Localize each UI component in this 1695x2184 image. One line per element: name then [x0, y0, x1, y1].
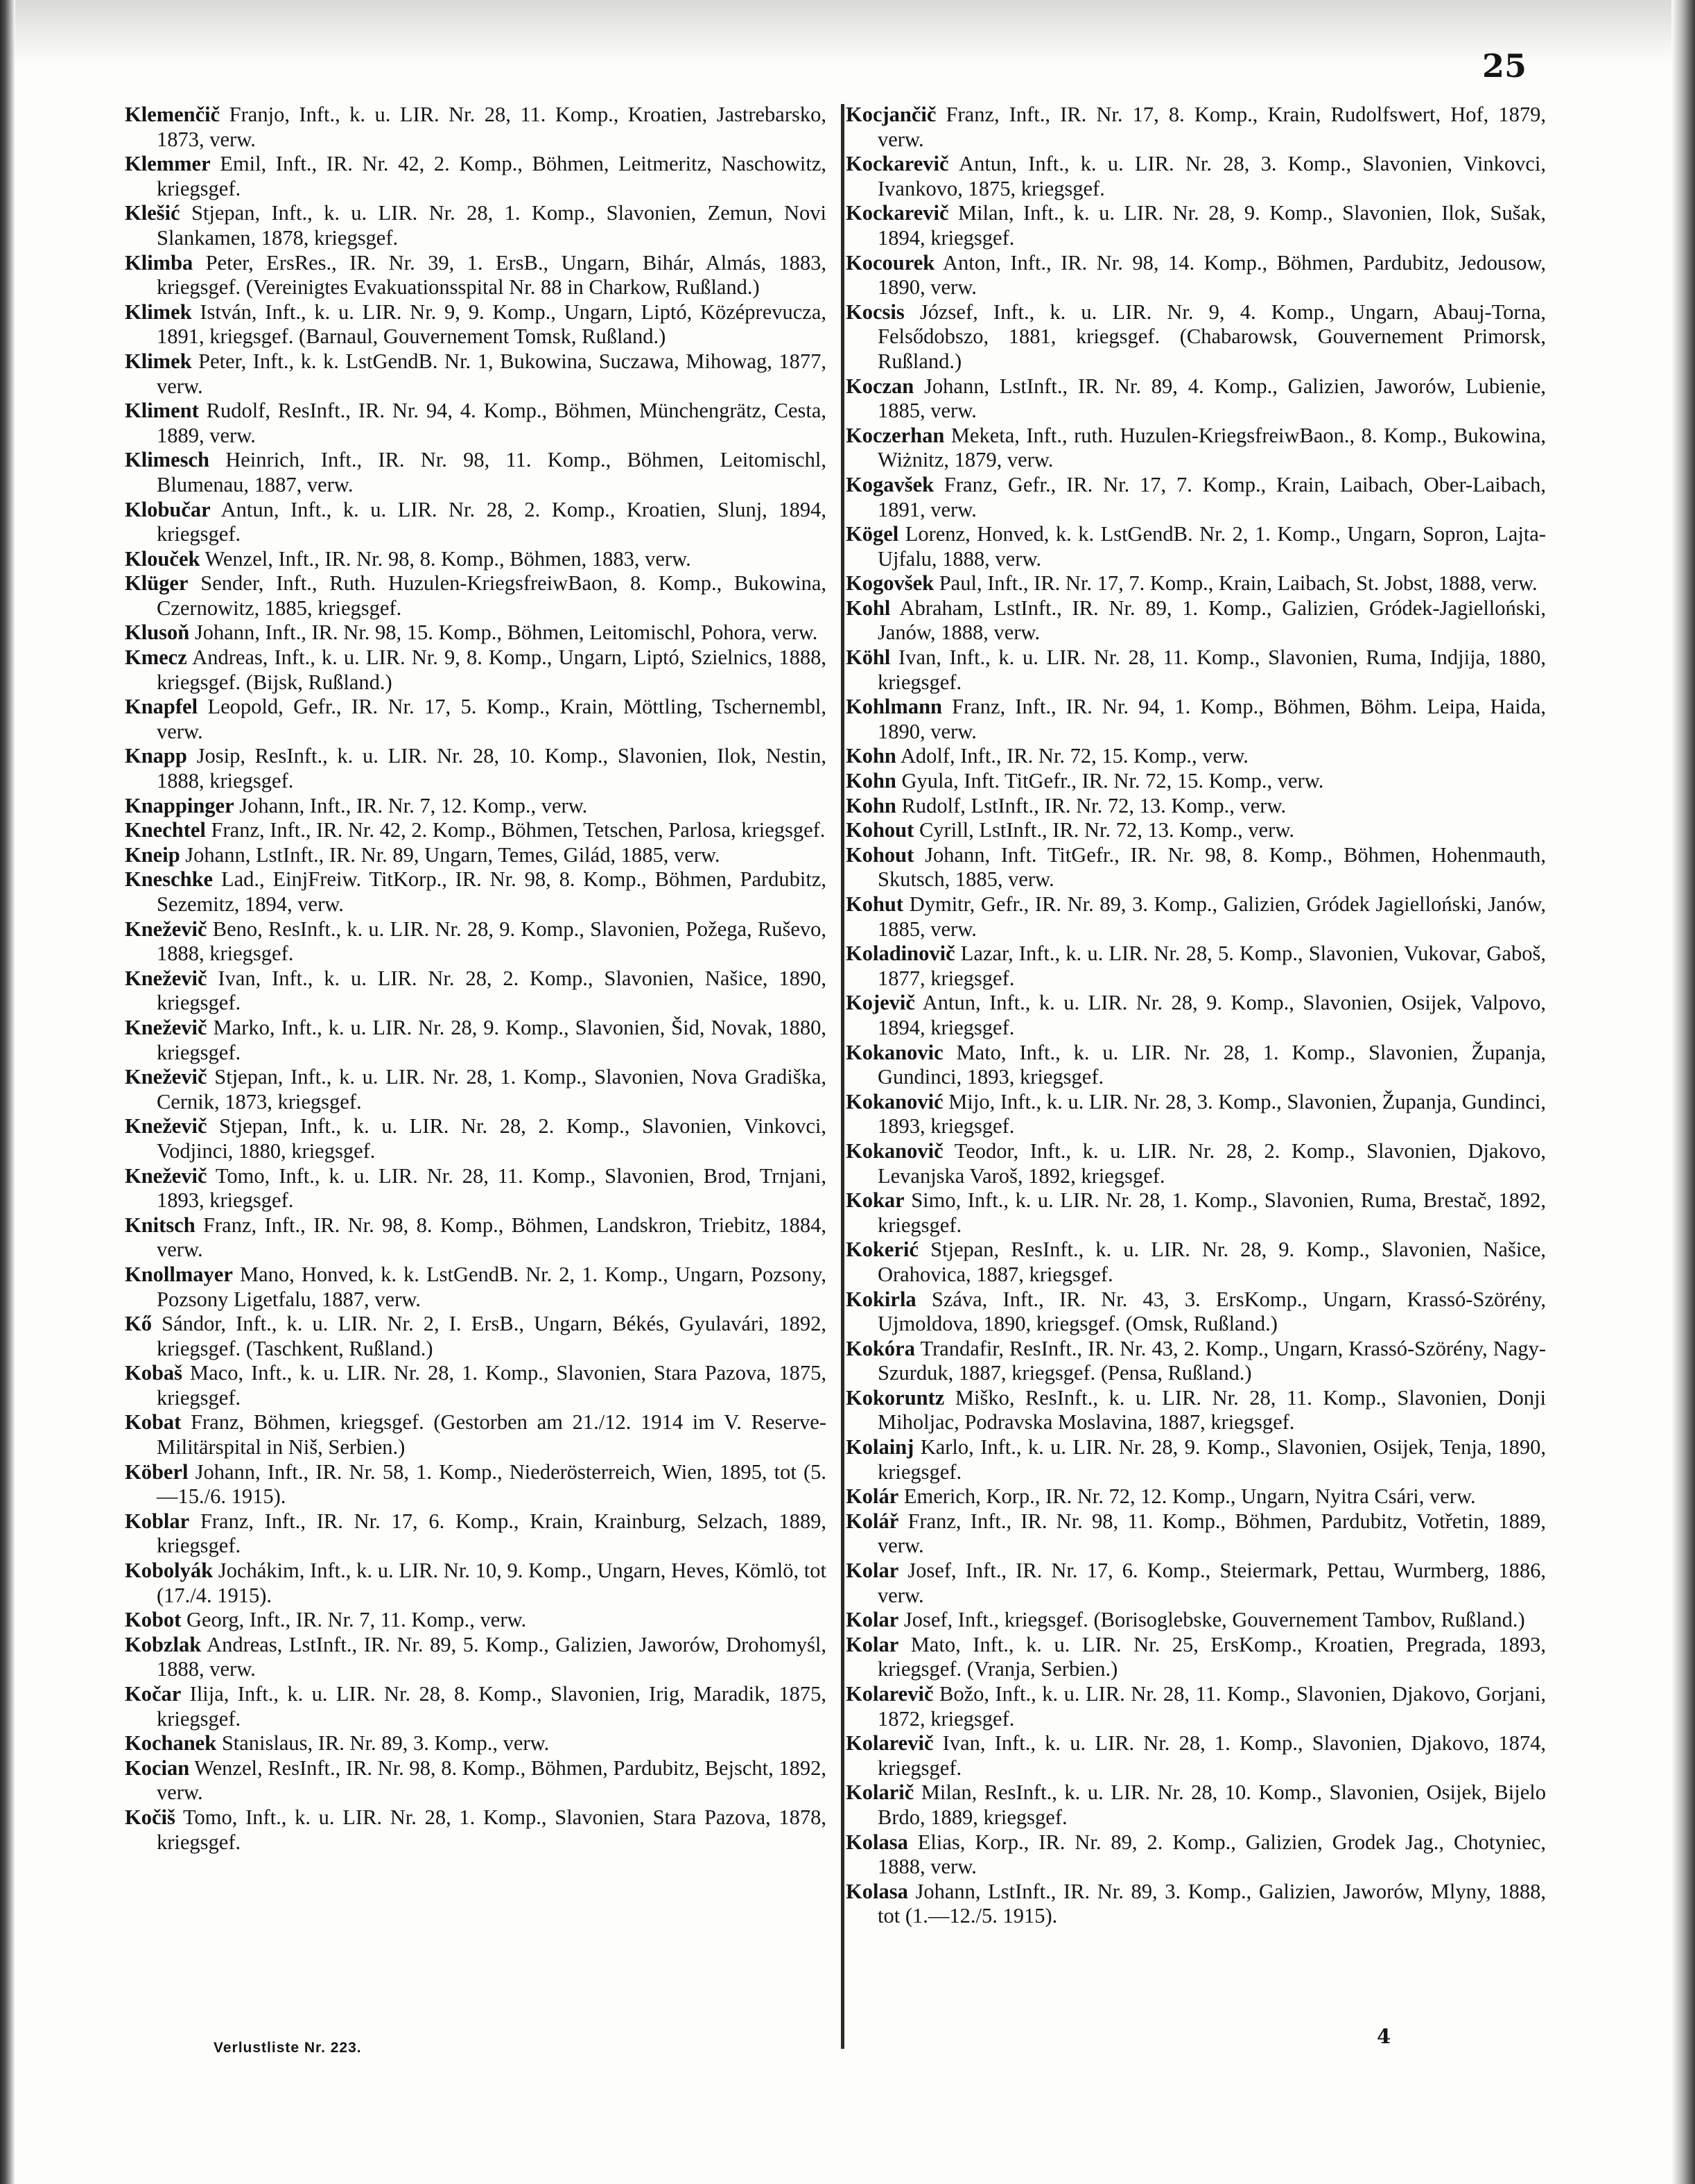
entry-surname: Klimesch — [125, 448, 209, 472]
entry-surname: Kolainj — [846, 1435, 914, 1459]
entry-details: Franz, Gefr., IR. Nr. 17, 7. Komp., Krain, Laibach, Ober-Laibach, 1891, verw. — [878, 472, 1546, 521]
entry-surname: Klüger — [125, 571, 189, 596]
entry-surname: Kokanovic — [846, 1040, 944, 1064]
entry-details: Antun, Inft., k. u. LIR. Nr. 28, 3. Komp., Slavonien, Vinkovci, Ivankovo, 1875, kriegsgef. — [878, 152, 1546, 200]
entry-surname: Kohout — [846, 842, 914, 867]
entry-surname: Klemenčič — [125, 103, 220, 126]
entry-details: Stjepan, Inft., k. u. LIR. Nr. 28, 1. Komp., Slavonien, Zemun, Novi Slankamen, 1878, kriegsgef. — [157, 201, 826, 250]
entry-surname: Kolarevič — [846, 1682, 934, 1706]
entry-details: Leopold, Gefr., IR. Nr. 17, 5. Komp., Krain, Möttling, Tschernembl, verw. — [157, 695, 826, 743]
list-entry — [125, 1608, 826, 1633]
entry-surname: Kocjančič — [846, 103, 937, 126]
list-entry — [846, 843, 1546, 892]
entry-surname: Kneip — [125, 842, 180, 867]
entry-surname: Kobot — [125, 1608, 182, 1632]
list-entry — [125, 1312, 826, 1361]
page-number: 25 — [1482, 47, 1527, 85]
list-entry — [846, 892, 1546, 942]
entry-details: Mijo, Inft., k. u. LIR. Nr. 28, 3. Komp., Slavonien, Županja, Gundinci, 1893, kriegsgef. — [878, 1089, 1546, 1138]
entry-surname: Kneževič — [125, 966, 207, 990]
entry-details: Wenzel, Inft., IR. Nr. 98, 8. Komp., Böhmen, 1883, verw. — [200, 546, 691, 571]
entry-details: Stanislaus, IR. Nr. 89, 3. Komp., verw. — [216, 1731, 550, 1756]
entry-surname: Koladinovič — [846, 942, 955, 966]
list-entry — [125, 399, 826, 448]
entry-surname: Kohlmann — [846, 695, 942, 719]
entry-details: Anton, Inft., IR. Nr. 98, 14. Komp., Böhmen, Pardubitz, Jedousow, 1890, verw. — [878, 250, 1546, 300]
entry-surname: Kolar — [846, 1632, 899, 1656]
entry-details: Johann, LstInft., IR. Nr. 89, Ungarn, Temes, Gilád, 1885, verw. — [180, 842, 720, 867]
entry-surname: Kolar — [846, 1608, 899, 1632]
list-entry — [846, 1880, 1546, 1929]
entry-surname: Kneževič — [125, 1114, 207, 1138]
entry-surname: Kokanovič — [846, 1138, 944, 1163]
list-entry — [125, 1410, 826, 1459]
list-entry — [846, 695, 1546, 744]
entry-details: Josef, Inft., IR. Nr. 17, 6. Komp., Steiermark, Pettau, Wurmberg, 1886, verw. — [878, 1559, 1546, 1607]
list-entry — [846, 300, 1546, 374]
entry-surname: Klobučar — [125, 497, 211, 521]
entry-surname: Kneževič — [125, 1015, 207, 1039]
entry-surname: Knollmayer — [125, 1262, 233, 1286]
entry-surname: Koczan — [846, 374, 914, 398]
entry-details: Heinrich, Inft., IR. Nr. 98, 11. Komp., Böhmen, Leitomischl, Blumenau, 1887, verw. — [157, 448, 826, 496]
list-entry — [125, 967, 826, 1016]
entry-surname: Kočiš — [125, 1805, 175, 1829]
list-entry — [846, 1682, 1546, 1731]
entry-details: Josip, ResInft., k. u. LIR. Nr. 28, 10. Komp., Slavonien, Ilok, Nestin, 1888, kriegsgef. — [157, 744, 826, 793]
entry-surname: Kolar — [846, 1559, 899, 1583]
scan-edge-left — [0, 0, 15, 2184]
entry-surname: Klusoň — [125, 621, 190, 645]
entry-details: Franz, Inft., IR. Nr. 98, 11. Komp., Böhmen, Pardubitz, Votřetin, 1889, verw. — [878, 1509, 1546, 1558]
entry-surname: Kokerić — [846, 1238, 919, 1262]
entry-details: Lad., EinjFreiw. TitKorp., IR. Nr. 98, 8. Komp., Böhmen, Pardubitz, Sezemitz, 1894, verw. — [157, 867, 826, 916]
entry-details: Teodor, Inft., k. u. LIR. Nr. 28, 2. Komp., Slavonien, Djakovo, Levanjska Varoš, 1892, kriegsgef. — [878, 1138, 1546, 1188]
entry-details: Franz, Inft., IR. Nr. 17, 6. Komp., Krain, Krainburg, Selzach, 1889, kriegsgef. — [157, 1509, 826, 1558]
list-entry — [846, 1041, 1546, 1090]
entry-details: József, Inft., k. u. LIR. Nr. 9, 4. Komp., Ungarn, Abauj-Torna, Felsődobszo, 1881, kriegsgef. (Chabarowsk, Gouvernement Primorsk, Rußland.) — [878, 300, 1546, 373]
entry-details: Karlo, Inft., k. u. LIR. Nr. 28, 9. Komp., Slavonien, Osijek, Tenja, 1890, kriegsgef. — [878, 1435, 1546, 1484]
entry-details: Andreas, LstInft., IR. Nr. 89, 5. Komp., Galizien, Jaworów, Drohomyśl, 1888, verw. — [157, 1632, 826, 1681]
entry-details: Johann, Inft. TitGefr., IR. Nr. 98, 8. Komp., Böhmen, Hohenmauth, Skutsch, 1885, verw. — [878, 842, 1546, 892]
entry-surname: Kocian — [125, 1756, 190, 1780]
list-entry — [846, 942, 1546, 991]
list-entry — [125, 818, 826, 843]
entry-surname: Kocourek — [846, 250, 935, 275]
entry-details: Tomo, Inft., k. u. LIR. Nr. 28, 11. Komp., Slavonien, Brod, Trnjani, 1893, kriegsgef. — [157, 1163, 826, 1213]
entry-details: Ivan, Inft., k. u. LIR. Nr. 28, 1. Komp., Slavonien, Djakovo, 1874, kriegsgef. — [878, 1731, 1546, 1780]
entry-surname: Klimek — [125, 300, 192, 324]
list-entry — [125, 1682, 826, 1731]
list-entry — [125, 695, 826, 744]
list-entry — [125, 300, 826, 349]
entry-details: Száva, Inft., IR. Nr. 43, 3. ErsKomp., Ungarn, Krassó-Szörény, Ujmoldova, 1890, kriegsgef. (Omsk, Rußland.) — [878, 1287, 1546, 1336]
entry-surname: Kobzlak — [125, 1632, 202, 1656]
entry-details: István, Inft., k. u. LIR. Nr. 9, 9. Komp., Ungarn, Liptó, Középrevucza, 1891, kriegsgef. (Barnaul, Gouvernement Tomsk, Rußland.) — [157, 300, 826, 349]
entry-surname: Koczerhan — [846, 423, 945, 447]
entry-details: Rudolf, ResInft., IR. Nr. 94, 4. Komp., Böhmen, Münchengrätz, Cesta, 1889, verw. — [157, 399, 826, 447]
list-entry — [125, 1263, 826, 1312]
entry-surname: Kolasa — [846, 1879, 908, 1903]
entry-surname: Kohl — [846, 596, 891, 620]
entry-details: Elias, Korp., IR. Nr. 89, 2. Komp., Galizien, Grodek Jag., Chotyniec, 1888, verw. — [878, 1830, 1546, 1879]
entry-surname: Kokoruntz — [846, 1385, 945, 1410]
entry-surname: Knapfel — [125, 695, 198, 719]
list-entry — [846, 794, 1546, 819]
column-divider — [841, 104, 844, 2049]
list-entry — [125, 1164, 826, 1213]
list-entry — [125, 1361, 826, 1410]
left-column — [125, 103, 826, 1855]
entry-details: Antun, Inft., k. u. LIR. Nr. 28, 9. Komp., Slavonien, Osijek, Valpovo, 1894, kriegsgef. — [878, 991, 1546, 1039]
list-entry — [846, 424, 1546, 473]
list-entry — [846, 522, 1546, 571]
list-entry — [125, 571, 826, 621]
entry-surname: Kő — [125, 1312, 152, 1336]
list-entry — [846, 1484, 1546, 1509]
entry-surname: Kögel — [846, 522, 899, 546]
entry-surname: Kolasa — [846, 1830, 908, 1854]
list-entry — [846, 1188, 1546, 1238]
list-entry — [846, 1238, 1546, 1287]
list-entry — [846, 1288, 1546, 1337]
list-entry — [125, 645, 826, 695]
list-entry — [846, 1337, 1546, 1386]
list-entry — [125, 1114, 826, 1163]
list-entry — [125, 1805, 826, 1855]
list-entry — [846, 1731, 1546, 1780]
list-entry — [125, 1559, 826, 1608]
entry-surname: Klemmer — [125, 152, 211, 176]
entry-surname: Kmecz — [125, 645, 187, 670]
list-entry — [846, 1559, 1546, 1608]
entry-details: Ilija, Inft., k. u. LIR. Nr. 28, 8. Komp., Slavonien, Irig, Maradik, 1875, kriegsgef. — [157, 1682, 826, 1731]
entry-surname: Kohn — [846, 744, 896, 768]
entry-surname: Knechtel — [125, 818, 206, 842]
entry-surname: Kojevič — [846, 991, 915, 1015]
list-entry — [125, 917, 826, 967]
list-entry — [125, 498, 826, 547]
list-entry — [125, 794, 826, 819]
list-entry — [125, 1213, 826, 1263]
entry-details: Božo, Inft., k. u. LIR. Nr. 28, 11. Komp., Slavonien, Djakovo, Gorjani, 1872, kriegsgef. — [878, 1682, 1546, 1731]
entry-details: Johann, Inft., IR. Nr. 7, 12. Komp., verw. — [234, 793, 588, 817]
entry-details: Abraham, LstInft., IR. Nr. 89, 1. Komp., Galizien, Gródek-Jagielloński, Janów, 1888, verw. — [878, 596, 1546, 645]
entry-details: Lazar, Inft., k. u. LIR. Nr. 28, 5. Komp., Slavonien, Vukovar, Gaboš, 1877, kriegsgef. — [878, 942, 1546, 990]
list-entry — [846, 991, 1546, 1040]
entry-details: Emil, Inft., IR. Nr. 42, 2. Komp., Böhmen, Leitmeritz, Naschowitz, kriegsgef. — [157, 152, 826, 200]
entry-details: Adolf, Inft., IR. Nr. 72, 15. Komp., verw. — [896, 744, 1249, 768]
entry-details: Josef, Inft., kriegsgef. (Borisoglebske, Gouvernement Tambov, Rußland.) — [898, 1608, 1525, 1632]
list-entry — [846, 1780, 1546, 1830]
entry-surname: Kokirla — [846, 1287, 916, 1311]
entry-surname: Kohn — [846, 769, 896, 793]
entry-surname: Kolář — [846, 1509, 899, 1533]
list-entry — [846, 744, 1546, 769]
entry-surname: Köhl — [846, 645, 891, 670]
entry-surname: Knitsch — [125, 1213, 195, 1237]
entry-details: Stjepan, Inft., k. u. LIR. Nr. 28, 2. Komp., Slavonien, Vinkovci, Vodjinci, 1880, kriegsgef. — [157, 1114, 826, 1163]
entry-surname: Knapp — [125, 744, 187, 768]
entry-details: Antun, Inft., k. u. LIR. Nr. 28, 2. Komp., Kroatien, Slunj, 1894, kriegsgef. — [157, 497, 826, 546]
list-entry — [846, 645, 1546, 695]
entry-surname: Klimba — [125, 250, 193, 275]
entry-details: Maco, Inft., k. u. LIR. Nr. 28, 1. Komp., Slavonien, Stara Pazova, 1875, kriegsgef. — [157, 1361, 826, 1410]
entry-details: Johann, Inft., IR. Nr. 58, 1. Komp., Niederösterreich, Wien, 1895, tot (5.—15./6. 1915). — [157, 1459, 826, 1509]
list-entry — [846, 1386, 1546, 1435]
entry-surname: Kohout — [846, 818, 914, 842]
entry-details: Milan, ResInft., k. u. LIR. Nr. 28, 10. Komp., Slavonien, Osijek, Bijelo Brdo, 1889, kriegsgef. — [878, 1780, 1546, 1829]
scan-shadow-top — [0, 0, 1695, 66]
entry-surname: Kneževič — [125, 1163, 207, 1188]
entry-details: Ivan, Inft., k. u. LIR. Nr. 28, 2. Komp., Slavonien, Našice, 1890, kriegsgef. — [157, 966, 826, 1015]
entry-surname: Kogavšek — [846, 472, 935, 496]
entry-details: Sender, Inft., Ruth. Huzulen-KriegsfreiwBaon, 8. Komp., Bukowina, Czernowitz, 1885, kriegsgef. — [157, 571, 826, 620]
list-entry — [125, 448, 826, 497]
entry-surname: Kobolyák — [125, 1559, 214, 1583]
entry-details: Cyrill, LstInft., IR. Nr. 72, 13. Komp., verw. — [914, 818, 1294, 842]
entry-details: Franz, Böhmen, kriegsgef. (Gestorben am 21./12. 1914 im V. Reserve-Militärspital in Niš, Serbien.) — [157, 1410, 826, 1459]
entry-surname: Kohn — [846, 793, 896, 817]
entry-details: Lorenz, Honved, k. k. LstGendB. Nr. 2, 1. Komp., Ungarn, Sopron, Lajta-Ujfalu, 1888, verw. — [878, 522, 1546, 571]
entry-details: Franz, Inft., IR. Nr. 17, 8. Komp., Krain, Rudolfswert, Hof, 1879, verw. — [878, 103, 1546, 151]
list-entry — [846, 201, 1546, 250]
entry-surname: Klešić — [125, 201, 180, 225]
list-entry — [846, 1435, 1546, 1484]
entry-details: Marko, Inft., k. u. LIR. Nr. 28, 9. Komp., Slavonien, Šid, Novak, 1880, kriegsgef. — [157, 1015, 826, 1064]
entry-surname: Köberl — [125, 1459, 189, 1484]
entry-details: Franjo, Inft., k. u. LIR. Nr. 28, 11. Komp., Kroatien, Jastrebarsko, 1873, verw. — [157, 103, 826, 151]
list-entry — [125, 1065, 826, 1114]
entry-surname: Kockarevič — [846, 152, 949, 176]
entry-details: Beno, ResInft., k. u. LIR. Nr. 28, 9. Komp., Slavonien, Požega, Ruševo, 1888, kriegsgef. — [157, 917, 826, 966]
entry-surname: Kocsis — [846, 300, 905, 324]
list-entry — [125, 1633, 826, 1682]
entry-details: Gyula, Inft. TitGefr., IR. Nr. 72, 15. Komp., verw. — [896, 769, 1324, 793]
list-entry — [846, 818, 1546, 843]
entry-details: Wenzel, ResInft., IR. Nr. 98, 8. Komp., Böhmen, Pardubitz, Bejscht, 1892, verw. — [157, 1756, 826, 1805]
entry-surname: Kobat — [125, 1410, 182, 1435]
entry-details: Trandafir, ResInft., IR. Nr. 43, 2. Komp., Ungarn, Krassó-Szörény, Nagy-Szurduk, 1887, kriegsgef. (Pensa, Rußland.) — [878, 1336, 1546, 1385]
entry-surname: Kolarič — [846, 1780, 914, 1805]
entry-details: Simo, Inft., k. u. LIR. Nr. 28, 1. Komp., Slavonien, Ruma, Brestač, 1892, kriegsgef. — [878, 1188, 1546, 1237]
entry-surname: Koblar — [125, 1509, 190, 1533]
list-entry — [846, 769, 1546, 794]
entry-details: Miško, ResInft., k. u. LIR. Nr. 28, 11. Komp., Slavonien, Donji Miholjac, Podravska Moslavina, 1887, kriegsgef. — [878, 1385, 1546, 1435]
list-entry — [125, 1460, 826, 1509]
entry-surname: Kočar — [125, 1682, 182, 1706]
list-entry — [846, 103, 1546, 152]
list-entry — [125, 1509, 826, 1559]
entry-surname: Kobaš — [125, 1361, 183, 1385]
signature-mark: 4 — [1377, 2025, 1391, 2048]
list-entry — [125, 1731, 826, 1756]
list-entry — [125, 547, 826, 572]
list-entry — [125, 251, 826, 300]
scan-edge-right — [1671, 0, 1695, 2184]
entry-surname: Kneževič — [125, 917, 207, 941]
entry-details: Andreas, Inft., k. u. LIR. Nr. 9, 8. Komp., Ungarn, Liptó, Szielnics, 1888, kriegsgef. (Bijsk, Rußland.) — [157, 645, 826, 694]
entry-surname: Kliment — [125, 399, 199, 423]
entry-surname: Klouček — [125, 546, 200, 571]
entry-surname: Kokóra — [846, 1336, 915, 1360]
entry-details: Mato, Inft., k. u. LIR. Nr. 28, 1. Komp., Slavonien, Županja, Gundinci, 1893, kriegsgef. — [878, 1040, 1546, 1089]
entry-details: Jochákim, Inft., k. u. LIR. Nr. 10, 9. Komp., Ungarn, Heves, Kömlö, tot (17./4. 1915). — [157, 1559, 826, 1607]
entry-surname: Kockarevič — [846, 201, 949, 225]
list-entry — [125, 744, 826, 793]
entry-surname: Kolarevič — [846, 1731, 934, 1756]
entry-details: Mato, Inft., k. u. LIR. Nr. 25, ErsKomp., Kroatien, Pregrada, 1893, kriegsgef. (Vranja, Serbien.) — [878, 1632, 1546, 1681]
entry-details: Franz, Inft., IR. Nr. 98, 8. Komp., Böhmen, Landskron, Triebitz, 1884, verw. — [157, 1213, 826, 1262]
entry-details: Mano, Honved, k. k. LstGendB. Nr. 2, 1. Komp., Ungarn, Pozsony, Pozsony Ligetfalu, 1887, verw. — [157, 1262, 826, 1311]
list-entry — [125, 349, 826, 399]
list-entry — [846, 152, 1546, 201]
entry-details: Peter, ErsRes., IR. Nr. 39, 1. ErsB., Ungarn, Bihár, Almás, 1883, kriegsgef. (Vereinigtes Evakuationsspital Nr. 88 in Charkow, Rußland.) — [157, 250, 826, 300]
list-entry — [846, 571, 1546, 596]
entry-details: Meketa, Inft., ruth. Huzulen-KriegsfreiwBaon., 8. Komp., Bukowina, Wiżnitz, 1879, verw. — [878, 423, 1546, 472]
entry-details: Stjepan, Inft., k. u. LIR. Nr. 28, 1. Komp., Slavonien, Nova Gradiška, Cernik, 1873, kriegsgef. — [157, 1065, 826, 1113]
entry-details: Tomo, Inft., k. u. LIR. Nr. 28, 1. Komp., Slavonien, Stara Pazova, 1878, kriegsgef. — [157, 1805, 826, 1854]
list-entry — [125, 1016, 826, 1065]
entry-details: Milan, Inft., k. u. LIR. Nr. 28, 9. Komp., Slavonien, Ilok, Sušak, 1894, kriegsgef. — [878, 201, 1546, 250]
list-entry — [125, 1756, 826, 1805]
list-entry — [125, 201, 826, 250]
entry-details: Johann, LstInft., IR. Nr. 89, 4. Komp., Galizien, Jaworów, Lubienie, 1885, verw. — [878, 374, 1546, 423]
entry-details: Johann, LstInft., IR. Nr. 89, 3. Komp., Galizien, Jaworów, Mlyny, 1888, tot (1.—12./5. 1915). — [878, 1879, 1546, 1928]
entry-details: Ivan, Inft., k. u. LIR. Nr. 28, 11. Komp., Slavonien, Ruma, Indjija, 1880, kriegsgef. — [878, 645, 1546, 694]
entry-surname: Kogovšek — [846, 571, 935, 596]
list-entry — [846, 1509, 1546, 1559]
entry-surname: Kokanović — [846, 1089, 944, 1113]
entry-surname: Kolár — [846, 1484, 899, 1509]
entry-surname: Kohut — [846, 892, 904, 916]
list-entry — [846, 473, 1546, 522]
entry-details: Stjepan, ResInft., k. u. LIR. Nr. 28, 9. Komp., Slavonien, Našice, Orahovica, 1887, kriegsgef. — [878, 1238, 1546, 1286]
entry-surname: Kokar — [846, 1188, 905, 1213]
entry-details: Franz, Inft., IR. Nr. 94, 1. Komp., Böhmen, Böhm. Leipa, Haida, 1890, verw. — [878, 695, 1546, 743]
right-column — [846, 103, 1546, 1929]
entry-details: Franz, Inft., IR. Nr. 42, 2. Komp., Böhmen, Tetschen, Parlosa, kriegsgef. — [205, 818, 826, 842]
entry-details: Paul, Inft., IR. Nr. 17, 7. Komp., Krain, Laibach, St. Jobst, 1888, verw. — [934, 571, 1538, 596]
entry-details: Rudolf, LstInft., IR. Nr. 72, 13. Komp., verw. — [896, 793, 1287, 817]
list-entry — [125, 103, 826, 152]
list-entry — [846, 1830, 1546, 1880]
entry-surname: Klimek — [125, 349, 192, 373]
list-entry — [125, 621, 826, 645]
list-entry — [125, 152, 826, 201]
entry-details: Johann, Inft., IR. Nr. 98, 15. Komp., Böhmen, Leitomischl, Pohora, verw. — [189, 621, 818, 645]
list-entry — [846, 1139, 1546, 1188]
entry-surname: Kneževič — [125, 1065, 207, 1089]
list-entry — [846, 596, 1546, 645]
entry-details: Dymitr, Gefr., IR. Nr. 89, 3. Komp., Galizien, Gródek Jagielloński, Janów, 1885, verw. — [878, 892, 1546, 941]
list-entry — [846, 1608, 1546, 1633]
list-entry — [846, 374, 1546, 424]
entry-details: Georg, Inft., IR. Nr. 7, 11. Komp., verw. — [181, 1608, 527, 1632]
entry-details: Peter, Inft., k. k. LstGendB. Nr. 1, Bukowina, Suczawa, Mihowag, 1877, verw. — [157, 349, 826, 398]
list-entry — [125, 843, 826, 868]
list-entry — [846, 251, 1546, 300]
entry-surname: Knappinger — [125, 793, 234, 817]
entry-surname: Kochanek — [125, 1731, 217, 1756]
footer-note: Verlustliste Nr. 223. — [214, 2040, 362, 2056]
list-entry — [846, 1090, 1546, 1139]
entry-details: Emerich, Korp., IR. Nr. 72, 12. Komp., Ungarn, Nyitra Csári, verw. — [898, 1484, 1476, 1509]
list-entry — [125, 867, 826, 917]
list-entry — [846, 1633, 1546, 1682]
entry-details: Sándor, Inft., k. u. LIR. Nr. 2, I. ErsB., Ungarn, Békés, Gyulavári, 1892, kriegsgef. (Taschkent, Rußland.) — [151, 1312, 826, 1360]
entry-surname: Kneschke — [125, 867, 214, 892]
